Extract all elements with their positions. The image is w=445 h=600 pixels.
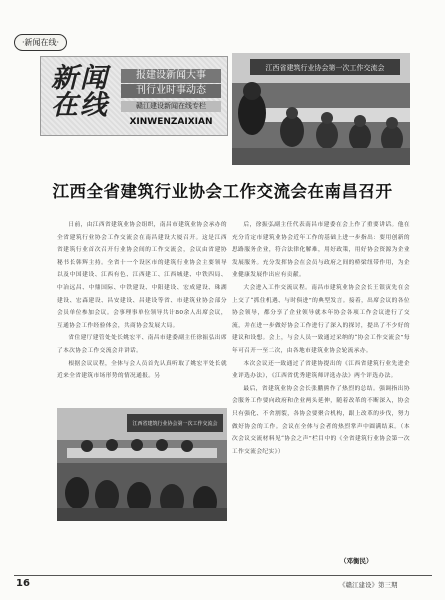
article-title: 江西全省建筑行业协会工作交流会在南昌召开	[52, 182, 393, 201]
issue-label: 《赣江建设》第三期	[339, 581, 398, 589]
article-column-right	[232, 219, 410, 458]
masthead-line-2: 刊行业时事动态	[121, 84, 221, 98]
masthead-line-1: 报建设新闻大事	[121, 69, 221, 83]
paragraph: 根据会议议程，全体与会人员首先认真听取了姚宏平处长就近来全省建筑市场形势的情况通报。另	[57, 360, 227, 380]
meeting-photo-top	[232, 53, 410, 165]
author-signature: （邓衡民）	[340, 557, 373, 565]
footer-divider	[14, 575, 432, 576]
paragraph: 省住建厅建管处处长姚宏平、南昌市建委副主任徐振弘出席了本次协会工作交流会并讲话。	[57, 335, 227, 354]
masthead-calligraphy: 新闻在线	[51, 63, 109, 121]
paragraph: 后，徐振弘副主任代表南昌市建委在会上作了重要讲话。他在充分肯定市建筑业协会近年工作的基础上进一步指出：要用创新的思路服务企业，符合法律化解难，用好政策，用好协会资源为企业发展服务。充分发挥协会在会员与政府之间的桥梁纽带作用，为企业健康发展作出应有贡献。	[232, 222, 410, 279]
meeting-photo-bottom	[57, 408, 227, 521]
article-column-left	[57, 219, 227, 383]
photo-bottom-banner: 江西省建筑行业协会第一次工作交流会	[132, 421, 218, 427]
paragraph: 本次会议还一致通过了省建协提出的《江西省建筑行业先进企业评选办法》，《江西省优秀建筑师评选办法》两个评选办法。	[232, 360, 410, 380]
paragraph: 大会进入工作交流议程。南昌市建筑业协会会长王银寅先在会上交了“抓住机遇、与时俱进”的典型发言。接着，出席会议的各位协会领导，都分享了企业领导就本年协会各项工作会议进行了交流，并在进一步做好协会工作进行了深入的探讨，提出了不少好的建议和设想。会上，与会人员一致通过采纳的“协会工作交流会”每年可召开一至二次，由各地市建筑业协会轮流承办。	[232, 284, 410, 354]
masthead-roman: XINWENZAIXIAN	[129, 117, 213, 127]
photo-top-banner: 江西省建筑行业协会第一次工作交流会	[265, 64, 385, 72]
page-number: 16	[16, 578, 30, 589]
section-tag: ·新闻在线·	[14, 34, 67, 51]
column-masthead	[40, 56, 228, 136]
paragraph: 最后，省建筑业协会会长张鹏熊作了热烈的总结。强调指出协会服务工作要向政府和企业两头延伸，随着改革的不断深入，协会只有强化、不舍割裂，各协会要聚合机构，跟上改革的步伐，努力做好协会的工作。会议在全体与会者的热烈掌声中圆满结束。（本次会议交流材料见“协会之声”栏目中的《全省建筑行业协会第一次工作交流会纪实》）	[232, 385, 410, 455]
masthead-line-3: 赣江建设新闻在线专栏	[121, 101, 221, 112]
paragraph: 日前，由江西省建筑业协会组织，南昌市建筑业协会承办的全省建筑行业协会工作交流会在南昌建设大厦召开。这是江西省建筑行业首次召开行业协会间的工作交流会，会议由省建协秘书长韩辉主持。全省十一个设区市的建筑行业协会主要领导以及中国建设、江西有色、江西建工、江西城建、中铁四局、中冶远昌、中鼎国际、中铁建设、中阳建设、宏成建设、珠湖建设、宏森建设、昌安建设、昌建设等省、市建筑业协会部分会员单位参加会议。会事理事单位领导共计80余人出席会议，互通协会工作经验体会，共商协会发展大局。	[57, 222, 227, 329]
